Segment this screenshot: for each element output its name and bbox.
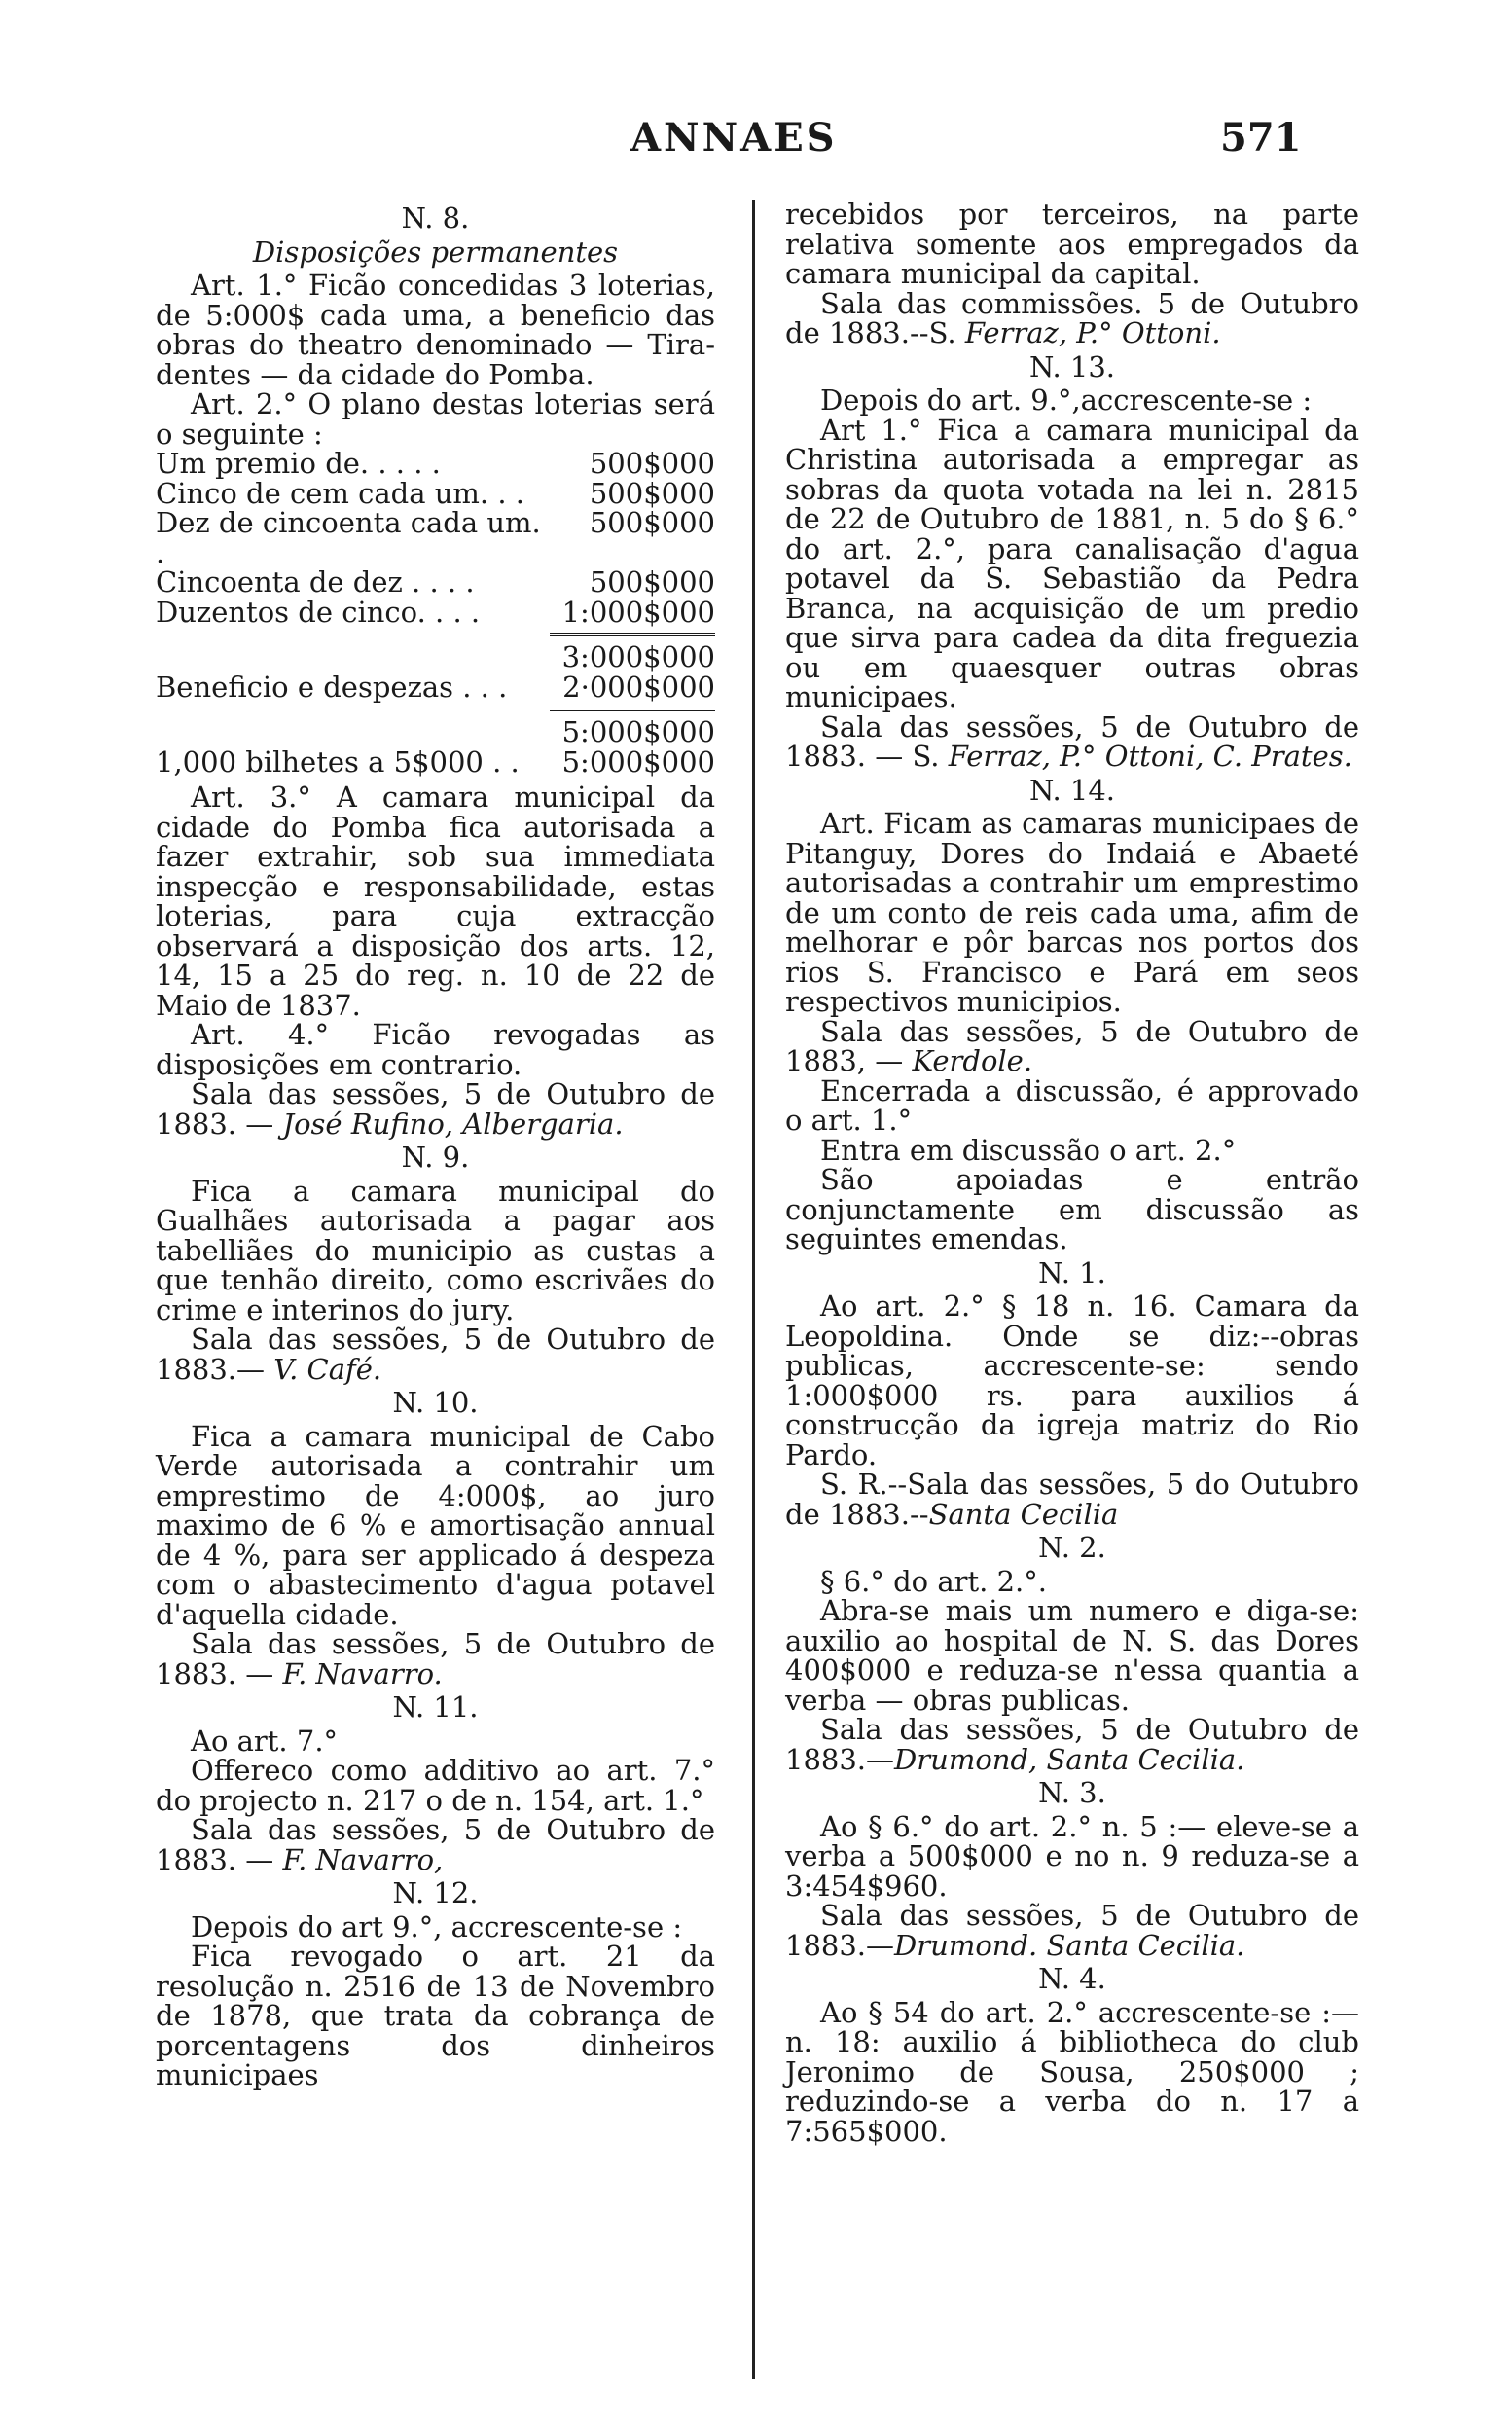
amendment-reference: Depois do art. 9.°,accrescente-se : [820, 383, 1313, 417]
session-signature [156, 1325, 715, 1384]
lottery-plan-table [156, 449, 715, 777]
plan-row [156, 449, 715, 479]
plan-amount: 5:000$000 [561, 744, 715, 779]
article-paragraph: Fica a camara municipal do Gualhães autorisada a pagar aos tabelliães do municipio as custas a que tenhão direito, como escrivães do crime e interinos do jury. [156, 1174, 715, 1326]
column-divider [752, 200, 755, 2379]
session-date: Sala das sessões, 5 de Outubro de 1883.— [785, 1713, 1359, 1776]
subtotal-row [156, 642, 715, 672]
session-date: Sala das sessões, 5 de Outubro de 1883.— [156, 1323, 715, 1386]
session-signature [785, 286, 1359, 349]
article-paragraph: Offereco como additivo ao art. 7.° do projecto n. 217 o de n. 154, art. 1.° [156, 1754, 715, 1817]
plan-amount: 500$000 [589, 565, 715, 599]
session-signature [785, 1014, 1359, 1077]
article-paragraph: Art. 4.° Ficão revogadas as disposições em contrario. [156, 1018, 715, 1081]
amendment-text: Abra-se mais um numero e diga-se: auxilio ao hospital de N. S. das Dores 400$000 e reduza-se n'essa quantia a verba — obras publicas. [785, 1594, 1359, 1717]
section-number: N. 13. [1028, 349, 1116, 383]
session-signature [156, 1629, 715, 1689]
section-number: N. 9. [401, 1141, 470, 1174]
amendment-reference: Ao art. 7.° [191, 1724, 339, 1758]
plan-label: Um premio de. . . . . [156, 447, 441, 480]
plan-row [156, 476, 715, 510]
plan-row [156, 744, 715, 779]
proceedings-note: Encerrada a discussão, é approvado o art. 1.° [785, 1073, 1359, 1137]
plan-amount: 500$000 [589, 447, 715, 480]
signatories: V. Café. [273, 1352, 382, 1386]
article-paragraph: Art. 1.° Ficão concedidas 3 loterias, de 5:000$ cada uma, a beneficio das obras do theatro denominado — Tira-dentes — da cidade do Pomba. [156, 269, 715, 391]
proceedings-note: Entra em discussão o art. 2.° [820, 1133, 1237, 1167]
plan-label: Dez de cincoenta cada um. . [156, 506, 541, 569]
running-title: ANNAES [630, 115, 838, 161]
session-date: Sala das sessões, 5 de Outubro de 1883.— [785, 1899, 1359, 1962]
section-number: N. 12. [392, 1876, 479, 1909]
amendment-number: N. 1. [1038, 1255, 1106, 1289]
signatories: F. Navarro. [282, 1656, 443, 1690]
subtotal-amount: 5:000$000 [561, 715, 715, 748]
session-date: Sala das sessões, 5 de Outubro de 1883, — [785, 1014, 1359, 1077]
plan-row [156, 595, 715, 629]
amendment-number: N. 4. [1038, 1962, 1106, 1995]
signatories: Drumond. Santa Cecilia. [894, 1928, 1245, 1962]
right-column [785, 200, 1359, 2146]
article-paragraph: Art. 3.° A camara municipal da cidade do Pomba fica autorisada a fazer extrahir, sob sua immediata inspecção e responsabilidade, estas loterias, para cuja extracção observará a disposição dos arts. 12, 14, 15 a 25 do reg. n. 10 de 22 de Maio de 1837. [156, 781, 715, 1022]
session-signature [785, 1470, 1359, 1529]
session-signature [785, 1901, 1359, 1960]
plan-label: Beneficio e despezas . . . [156, 670, 508, 704]
amendment-text: Ao art. 2.° § 18 n. 16. Camara da Leopoldina. Onde se diz:--obras publicas, accrescente-se: sendo 1:000$000 rs. para auxilios á construcção da igreja matriz do Rio Pardo. [785, 1289, 1359, 1471]
page-number: 571 [1220, 115, 1302, 161]
amendment-reference: § 6.° do art. 2.°. [820, 1564, 1047, 1598]
subtotal-row [156, 717, 715, 747]
article-paragraph: Fica a camara municipal de Cabo Verde autorisada a contrahir um emprestimo de 4:000$, ao juro maximo de 6 % e amortisação annual de 4 %, para ser applicado á despeza com o abastecimento d'agua potavel d'aquella cidade. [156, 1419, 715, 1631]
session-date: Sala das commissões. 5 de Outubro de 1883.--S. [785, 286, 1359, 349]
section-heading: Disposições permanentes [252, 235, 619, 269]
signatories: Kerdole. [912, 1044, 1033, 1077]
article-paragraph: Art. Ficam as camaras municipaes de Pitanguy, Dores do Indaiá e Abaeté autorisadas a contrahir um emprestimo de um conto de reis cada uma, afim de melhorar e pôr barcas nos portos dos rios S. Francisco e Pará em seos respectivos municipios. [785, 807, 1359, 1018]
signatories: F. Navarro, [282, 1842, 444, 1876]
amendment-text: Ao § 6.° do art. 2.° n. 5 :— eleve-se a verba a 500$000 e no n. 9 reduza-se a 3:454$960. [785, 1809, 1359, 1903]
page-header [0, 115, 1512, 173]
amendment-reference: Depois do art 9.°, accrescente-se : [191, 1909, 683, 1943]
plan-label: 1,000 bilhetes a 5$000 . . [156, 744, 520, 779]
signatories: Ferraz, P.° Ottoni, C. Prates. [948, 740, 1352, 773]
plan-amount: 500$000 [589, 506, 715, 539]
article-paragraph: Fica revogado o art. 21 da resolução n. 2516 de 13 de Novembro de 1878, que trata da cobrança de porcentagens dos dinheiros municipaes [156, 1940, 715, 2091]
session-signature [156, 1079, 715, 1139]
session-signature [156, 1815, 715, 1874]
subtotal-amount: 3:000$000 [561, 640, 715, 673]
left-column [156, 200, 715, 2090]
plan-amount: 1:000$000 [561, 595, 715, 629]
session-date: Sala das sessões, 5 de Outubro de 1883. — [156, 1627, 715, 1690]
session-signature [785, 1715, 1359, 1774]
plan-label: Cinco de cem cada um. . . [156, 476, 524, 510]
proceedings-note: São apoiadas e entrão conjunctamente em discussão as seguintes emendas. [785, 1163, 1359, 1255]
article-paragraph: Art 1.° Fica a camara municipal da Christina autorisada a empregar as sobras da quota votada na lei n. 2815 de 22 de Outubro de 1881, n. 5 do § 6.° do art. 2.°, para canalisação d'agua potavel da S. Sebastião da Pedra Branca, na acquisição de um predio que sirva para cadea da dita freguezia ou em quaesquer outras obras municipaes. [785, 413, 1359, 713]
section-number: N. 11. [392, 1690, 479, 1724]
article-paragraph: Art. 2.° O plano destas loterias será o seguinte : [156, 387, 715, 451]
plan-label: Cincoenta de dez . . . . [156, 565, 475, 599]
amendment-number: N. 2. [1038, 1531, 1106, 1564]
plan-amount: 2·000$000 [562, 670, 715, 704]
amendment-number: N. 3. [1038, 1776, 1106, 1809]
signatories: Drumond, Santa Cecilia. [894, 1742, 1245, 1776]
session-date: Sala das sessões, 5 de Outubro de 1883. — [156, 1813, 715, 1876]
plan-row [156, 567, 715, 598]
signatories: Ferraz, P.° Ottoni. [964, 316, 1221, 349]
plan-label: Duzentos de cinco. . . . [156, 595, 481, 629]
session-date: Sala das sessões, 5 de Outubro de 1883. — [156, 1077, 715, 1141]
plan-row [156, 672, 715, 703]
section-number: N. 14. [1028, 773, 1116, 807]
continued-paragraph: recebidos por terceiros, na parte relativa somente aos empregados da camara municipal da capital. [785, 198, 1359, 290]
session-signature [785, 709, 1359, 773]
plan-amount: 500$000 [589, 476, 715, 510]
session-date: S. R.--Sala das sessões, 5 do Outubro de 1883.-- [785, 1468, 1359, 1531]
section-number: N. 10. [392, 1386, 479, 1419]
signatories: Santa Cecilia [928, 1497, 1119, 1531]
session-date: Sala das sessões, 5 de Outubro de 1883. — S. [785, 709, 1359, 773]
plan-row [156, 508, 715, 567]
amendment-text: Ao § 54 do art. 2.° accrescente-se :— n. 18: auxilio á bibliotheca do club Jeronimo de Sousa, 250$000 ; reduzindo-se a verba do n. 17 a 7:565$000. [785, 1995, 1359, 2148]
section-number: N. 8. [401, 201, 470, 235]
signatories: José Rufino, Albergaria. [282, 1107, 624, 1141]
